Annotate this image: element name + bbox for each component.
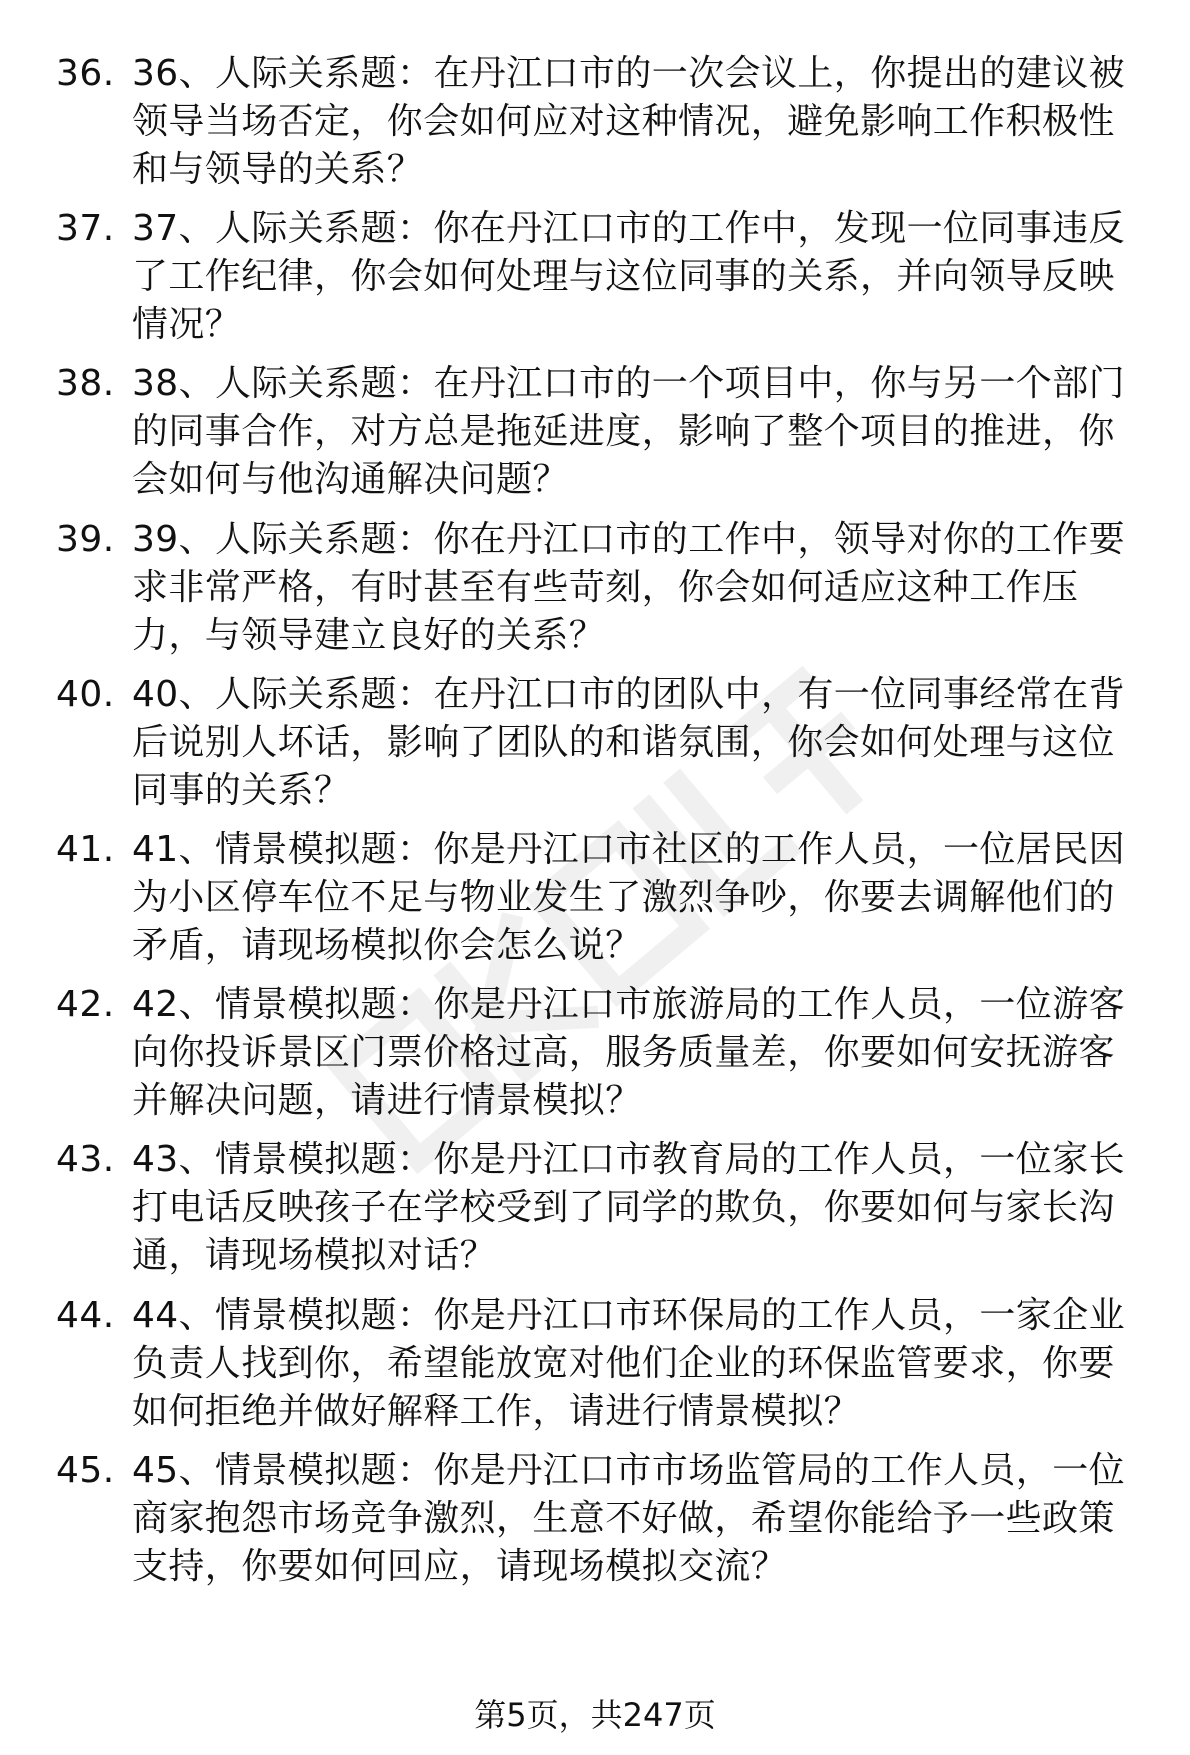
- question-number: 44.: [56, 1295, 115, 1336]
- question-text: 44、情景模拟题：你是丹江口市环保局的工作人员，一家企业负责人找到你，希望能放宽对他们企业的环保监管要求，你要如何拒绝并做好解释工作，请进行情景模拟？: [132, 1295, 1126, 1432]
- question-text: 37、人际关系题：你在丹江口市的工作中，发现一位同事违反了工作纪律，你会如何处理与这位同事的关系，并向领导反映情况？: [132, 208, 1126, 345]
- question-number: 39.: [56, 519, 115, 560]
- question-number: 38.: [56, 363, 115, 404]
- question-text: 38、人际关系题：在丹江口市的一个项目中，你与另一个部门的同事合作，对方总是拖延进度，影响了整个项目的推进，你会如何与他沟通解决问题？: [132, 363, 1126, 500]
- question-text: 45、情景模拟题：你是丹江口市市场监管局的工作人员，一位商家抱怨市场竞争激烈，生意不好做，希望你能给予一些政策支持，你要如何回应，请现场模拟交流？: [132, 1450, 1126, 1587]
- question-text: 36、人际关系题：在丹江口市的一次会议上，你提出的建议被领导当场否定，你会如何应对这种情况，避免影响工作积极性和与领导的关系？: [132, 53, 1126, 190]
- question-text: 41、情景模拟题：你是丹江口市社区的工作人员，一位居民因为小区停车位不足与物业发生了激烈争吵，你要去调解他们的矛盾，请现场模拟你会怎么说？: [132, 829, 1126, 966]
- question-number: 43.: [56, 1139, 115, 1180]
- question-text: 43、情景模拟题：你是丹江口市教育局的工作人员，一位家长打电话反映孩子在学校受到了同学的欺负，你要如何与家长沟通，请现场模拟对话？: [132, 1139, 1126, 1276]
- question-number: 42.: [56, 984, 115, 1025]
- question-number: 40.: [56, 674, 115, 715]
- question-number: 45.: [56, 1450, 115, 1491]
- question-text: 40、人际关系题：在丹江口市的团队中，有一位同事经常在背后说别人坏话，影响了团队的和谐氛围，你会如何处理与这位同事的关系？: [132, 674, 1126, 811]
- question-number: 41.: [56, 829, 115, 870]
- question-text: 39、人际关系题：你在丹江口市的工作中，领导对你的工作要求非常严格，有时甚至有些苛刻，你会如何适应这种工作压力，与领导建立良好的关系？: [132, 519, 1126, 656]
- question-text: 42、情景模拟题：你是丹江口市旅游局的工作人员，一位游客向你投诉景区门票价格过高，服务质量差，你要如何安抚游客并解决问题，请进行情景模拟？: [132, 984, 1126, 1121]
- question-number: 36.: [56, 53, 115, 94]
- question-number: 37.: [56, 208, 115, 249]
- page-footer: 第5页，共247页: [474, 1696, 716, 1734]
